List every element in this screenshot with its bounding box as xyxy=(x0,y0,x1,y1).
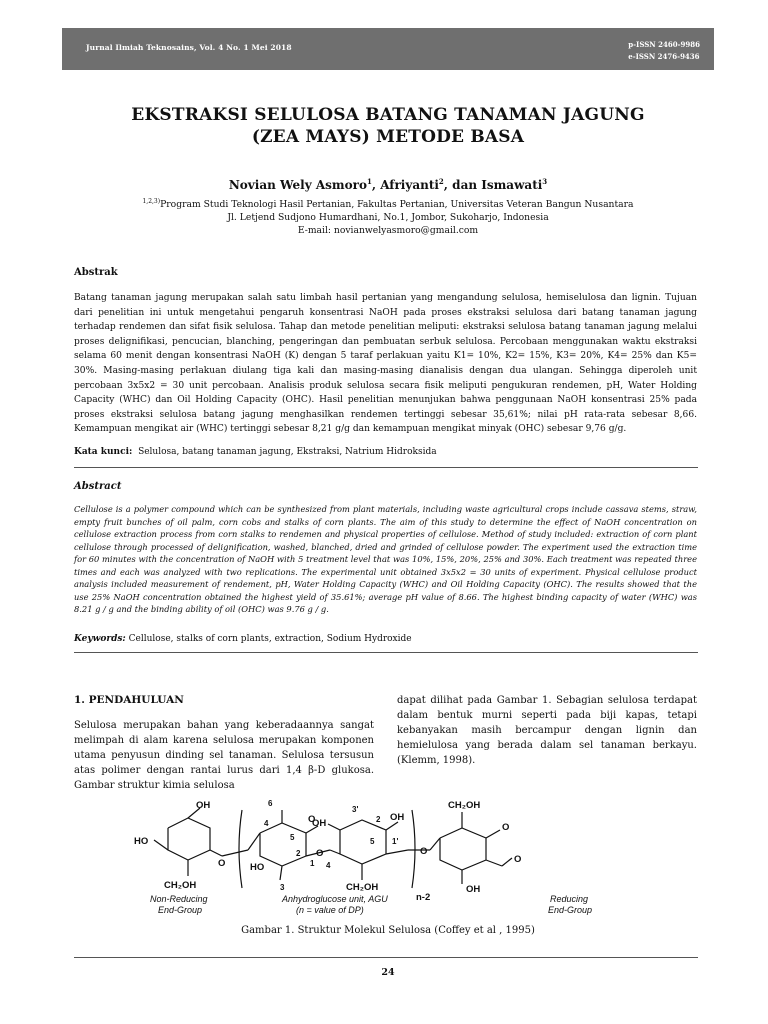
carbon-1-label: 1 xyxy=(310,859,315,868)
carbon-1p-label: 1' xyxy=(392,837,399,846)
oxygen-label-5: O xyxy=(502,822,510,833)
keywords-label: Keywords: xyxy=(74,634,126,644)
carbon-5-label: 5 xyxy=(290,833,295,842)
carbon-4p-label: 4 xyxy=(326,861,331,870)
keywords-text: Cellulose, stalks of corn plants, extraction, Sodium Hydroxide xyxy=(128,634,412,644)
reducing-label: Reducing xyxy=(550,894,589,904)
carbon-4-label: 4 xyxy=(264,819,269,828)
non-reducing-end-group-label: End-Group xyxy=(158,905,203,915)
affiliation-address: Jl. Letjend Sudjono Humardhani, No.1, Jombor, Sukoharjo, Indonesia xyxy=(227,212,549,224)
divider xyxy=(74,652,698,653)
author-3-sup: 3 xyxy=(542,177,548,186)
non-reducing-label: Non-Reducing xyxy=(150,894,208,904)
e-issn: e-ISSN 2476-9436 xyxy=(628,52,700,61)
paper-title xyxy=(62,104,714,148)
section-heading-pendahuluan: 1. PENDAHULUAN xyxy=(74,694,184,706)
carbon-2p-label: 2 xyxy=(376,815,381,824)
ch2oh-label-3: CH₂OH xyxy=(448,800,481,811)
author-1-sup: 1 xyxy=(366,177,372,186)
ch2oh-label: CH₂OH xyxy=(164,880,197,891)
oxygen-label: O xyxy=(218,858,226,869)
affiliation-text: Program Studi Teknologi Hasil Pertanian, Fakultas Pertanian, Universitas Veteran Bangun Nusantara xyxy=(160,199,634,211)
author-3: dan Ismawati xyxy=(452,178,543,192)
author-1: Novian Wely Asmoro xyxy=(228,178,367,192)
keywords xyxy=(74,634,697,644)
oxygen-label-6: O xyxy=(514,854,522,865)
ho-label: HO xyxy=(134,836,149,847)
n-2-label: n-2 xyxy=(416,892,431,903)
author-separator: , xyxy=(371,178,377,192)
abstrak-heading: Abstrak xyxy=(74,267,118,278)
cellulose-structure-figure xyxy=(130,798,630,918)
reducing-end-group-label: End-Group xyxy=(548,905,593,915)
intro-left-column: Selulosa merupakan bahan yang keberadaannya sangat melimpah di alam karena selulosa merupakan komponen utama penyusun dinding sel tanaman. Selulosa tersusun atas polimer dengan rantai lurus dari 1,4 β-D glukosa. Gambar struktur kimia selulosa xyxy=(74,720,374,791)
author-list xyxy=(62,177,714,192)
oxygen-label-2: O xyxy=(308,814,316,825)
carbon-3-label: 3 xyxy=(280,883,285,892)
oh-label-4: OH xyxy=(466,884,481,895)
abstrak-body: Batang tanaman jagung merupakan salah satu limbah hasil pertanian yang mengandung selulosa, hemiselulosa dan lignin. Tujuan dari penelitian ini untuk mengetahui pengaruh konsentrasi NaOH pada proses ekstraksi selulosa dari batang tanaman jagung terhadap rendemen dan sifat fisik selulosa. Tahap dan metode penelitian meliputi: ekstraksi selulosa batang tanaman jagung melalui proses delignifikasi, pencucian, blanching, pengeringan dan pembuatan serbuk selulosa. Percobaan menggunakan waktu ekstraksi selama 60 menit dengan konsentrasi NaOH (K) dengan 5 taraf perlakuan yaitu K1= 10%, K2= 15%, K3= 20%, K4= 25% dan K5= 30%. Masing-masing perlakuan diulang tiga kali dan masing-masing dianalisis dengan dua ulangan. Sehingga diperoleh unit percobaan 3x5x2 = 30 unit percobaan. Analisis produk selulosa secara fisik meliputi pengukuran rendemen, pH, Water Holding Capacity (WHC) dan Oil Holding Capacity (OHC). Hasil penelitian menunjukan bahwa penggunaan NaOH konsentrasi 25% pada proses ekstraksi selulosa batang jagung menghasilkan rendemen tertinggi sebesar 35,61%; nilai pH rata-rata sebesar 8,66. Kemampuan mengikat air (WHC) tertinggi sebesar 8,21 g/g dan kemampuan mengikat minyak (OHC) sebesar 9,76 g/g. xyxy=(74,293,697,435)
oh-label-3: OH xyxy=(390,812,405,823)
dp-label: (n = value of DP) xyxy=(296,905,364,915)
title-line-2: (ZEA MAYS) METODE BASA xyxy=(251,127,525,147)
page-number: 24 xyxy=(381,967,395,978)
oh-label-2: OH xyxy=(312,818,327,829)
ho-label-2: HO xyxy=(250,862,265,873)
affiliation-block xyxy=(62,195,714,237)
journal-header-bar xyxy=(62,28,714,70)
carbon-3p-label: 3' xyxy=(352,805,359,814)
ch2oh-label-2: CH₂OH xyxy=(346,882,379,893)
agu-label: Anhydroglucose unit, AGU xyxy=(282,894,388,904)
author-2: Afriyanti xyxy=(380,178,439,192)
oxygen-label-4: O xyxy=(420,846,428,857)
author-separator: , xyxy=(443,178,448,192)
figure-caption: Gambar 1. Struktur Molekul Selulosa (Coffey et al , 1995) xyxy=(241,925,535,936)
divider xyxy=(74,467,698,468)
author-email: E-mail: novianwelyasmoro@gmail.com xyxy=(297,225,479,237)
oh-label: OH xyxy=(196,800,211,811)
kata-kunci-label: Kata kunci: xyxy=(74,447,133,457)
carbon-2-label: 2 xyxy=(296,849,301,858)
intro-right-column: dapat dilihat pada Gambar 1. Sebagian selulosa terdapat dalam bentuk murni seperti pada biji kapas, tetapi kebanyakan masih bercampur dengan lignin dan hemielulosa yang berada dalam sel tanaman berkayu. (Klemm, 1998). xyxy=(397,695,697,766)
kata-kunci-text: Selulosa, batang tanaman jagung, Ekstraksi, Natrium Hidroksida xyxy=(138,447,437,457)
issn-block xyxy=(628,39,700,63)
footer-divider xyxy=(74,957,698,958)
affiliation-line-1 xyxy=(62,195,714,211)
carbon-5p-label: 5 xyxy=(370,837,375,846)
carbon-6-label: 6 xyxy=(268,799,273,808)
journal-name: Jurnal Ilmiah Teknosains, Vol. 4 No. 1 Mei 2018 xyxy=(86,43,292,52)
abstract-body: Cellulose is a polymer compound which can be synthesized from plant materials, including waste agricultural crops include cassava stems, straw, empty fruit bunches of oil palm, corn cobs and stalks of corn plants. The aim of this study to determine the effect of NaOH concentration on cellulose extraction process from corn stalks to rendemen and physical properties of cellulose. Method of study included: extraction of corn plant cellulose through processed of delignification, washed, blanched, dried and grinded of cellulose powder. The experiment used the extraction time for 60 minutes with the concentration of NaOH with 5 treatment level that was 10%, 15%, 20%, 25% and 30%. Each treatment was repeated three times and each was analyzed with two replications. The experimental unit obtained 3x5x2 = 30 units of experiment. Physical cellulose product analysis included measurement of rendement, pH, Water Holding Capacity (WHC) and Oil Holding Capacity (OHC). The results showed that the use 25% NaOH concentration obtained the highest yield of 35.61%; average pH value of 8.66. The highest binding capacity of water (WHC) was 8.21 g / g and the binding ability of oil (OHC) was 9.76 g / g. xyxy=(74,504,697,614)
affiliation-sup: 1,2,3) xyxy=(142,198,161,205)
author-2-sup: 2 xyxy=(438,177,444,186)
abstract-heading: Abstract xyxy=(74,481,122,492)
kata-kunci xyxy=(74,447,697,457)
p-issn: p-ISSN 2460-9986 xyxy=(628,40,700,49)
oxygen-label-3: O xyxy=(316,848,324,859)
title-line-1: EKSTRAKSI SELULOSA BATANG TANAMAN JAGUNG xyxy=(131,105,645,125)
